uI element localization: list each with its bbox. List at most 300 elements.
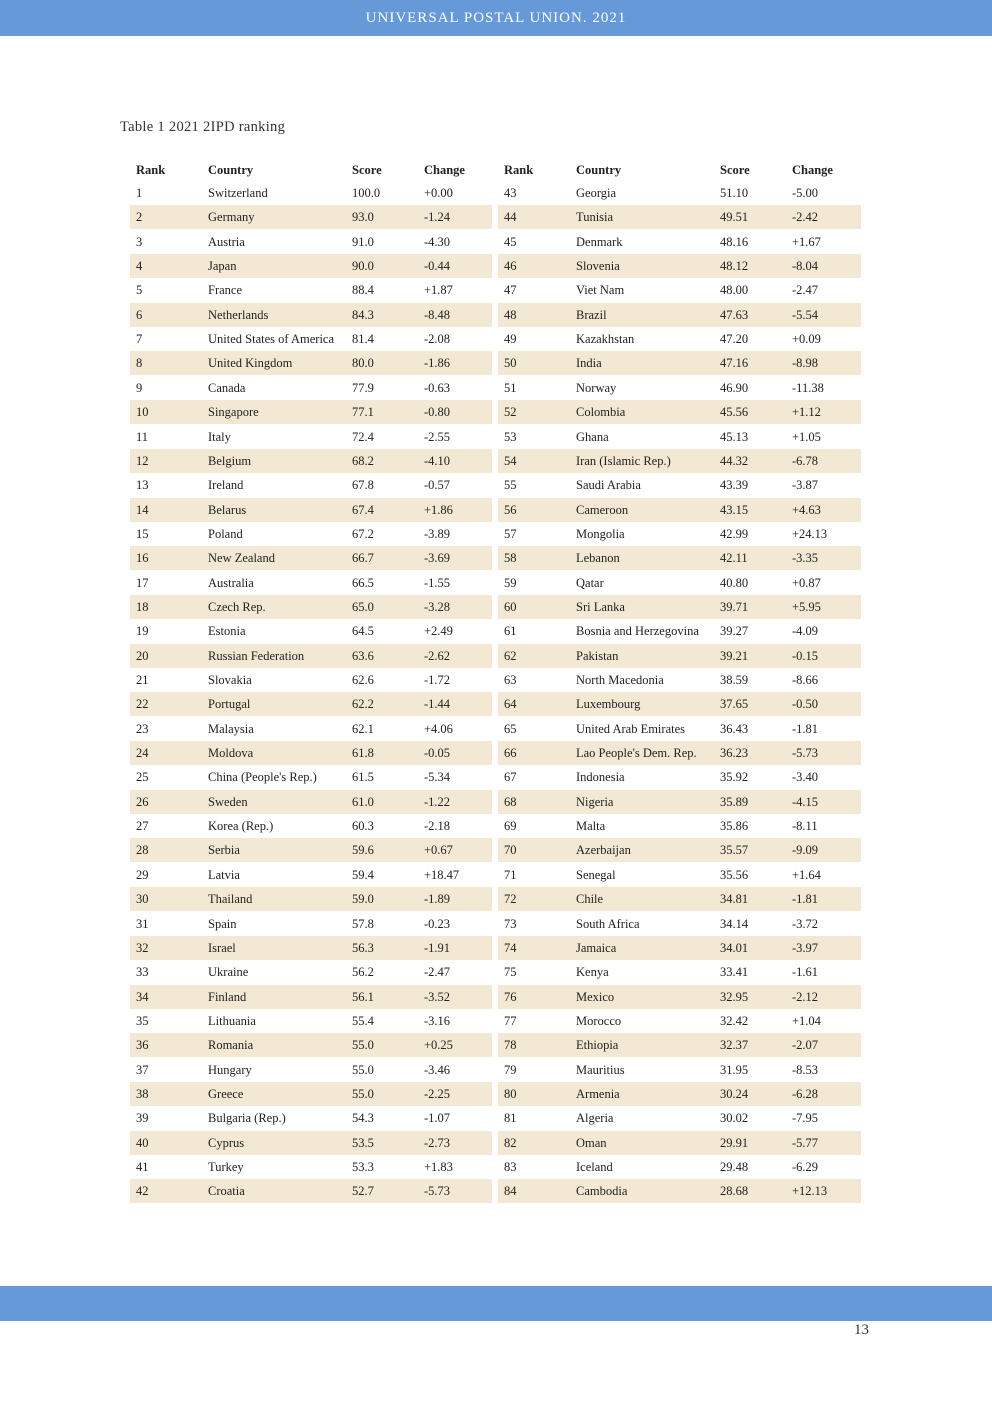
change-cell-left: -5.73 [424, 1184, 451, 1199]
score-cell-left: 61.0 [352, 794, 374, 809]
score-cell-left: 65.0 [352, 599, 374, 614]
rank-cell-right: 83 [504, 1160, 517, 1174]
rank-cell-left: 5 [136, 283, 143, 298]
rank-cell-left: 38 [136, 1086, 149, 1101]
score-cell-right: 47.20 [720, 332, 749, 347]
country-cell-left: Australia [208, 575, 254, 590]
score-cell-right: 43.15 [720, 502, 749, 517]
change-cell-right: +0.87 [792, 575, 821, 590]
country-cell-left: Netherlands [208, 307, 269, 322]
country-cell-left: Estonia [208, 624, 246, 639]
score-cell-left: 63.6 [352, 648, 374, 663]
col-header-change-left: Change [424, 163, 465, 177]
table-row [130, 230, 861, 254]
table-row [130, 376, 861, 400]
score-cell-right: 39.21 [720, 648, 749, 663]
rank-cell-left: 28 [136, 843, 149, 858]
score-cell-right: 32.95 [720, 989, 749, 1004]
country-cell-left: Russian Federation [208, 648, 305, 663]
score-cell-left: 57.8 [352, 916, 374, 931]
table-row [130, 1082, 861, 1106]
score-cell-right: 45.56 [720, 405, 749, 420]
rank-cell-left: 20 [136, 648, 149, 663]
country-cell-right: Tunisia [576, 210, 614, 225]
score-cell-right: 34.81 [720, 892, 749, 907]
rank-cell-left: 10 [136, 405, 149, 420]
score-cell-left: 67.4 [352, 502, 374, 517]
score-cell-right: 45.13 [720, 429, 749, 444]
score-cell-right: 36.23 [720, 746, 749, 761]
change-cell-left: -2.08 [424, 332, 451, 347]
country-cell-left: Malaysia [208, 721, 254, 736]
country-cell-right: Georgia [576, 186, 617, 200]
rank-cell-right: 60 [504, 599, 517, 614]
change-cell-left: -3.89 [424, 526, 451, 541]
score-cell-right: 35.56 [720, 867, 749, 882]
score-cell-right: 36.43 [720, 721, 749, 736]
country-cell-right: Qatar [576, 575, 604, 590]
score-cell-left: 55.4 [352, 1013, 374, 1028]
change-cell-left: +4.06 [424, 721, 453, 736]
change-cell-left: +0.00 [424, 186, 453, 200]
rank-cell-right: 54 [504, 453, 517, 468]
rank-cell-right: 52 [504, 405, 517, 420]
change-cell-left: -2.73 [424, 1135, 451, 1150]
country-cell-right: South Africa [576, 916, 640, 931]
change-cell-right: -8.04 [792, 259, 819, 274]
table-row [130, 473, 861, 497]
country-cell-right: Lao People's Dem. Rep. [576, 746, 697, 761]
table-row [130, 838, 861, 862]
table-row [130, 863, 861, 887]
change-cell-right: -2.47 [792, 283, 819, 298]
country-cell-left: Moldova [208, 746, 254, 761]
score-cell-right: 40.80 [720, 575, 749, 590]
score-cell-left: 64.5 [352, 624, 374, 639]
change-cell-left: +1.83 [424, 1160, 453, 1174]
rank-cell-right: 74 [504, 940, 517, 955]
score-cell-left: 66.5 [352, 575, 374, 590]
change-cell-right: +0.09 [792, 332, 821, 347]
rank-cell-right: 64 [504, 697, 517, 712]
change-cell-right: +1.12 [792, 405, 821, 420]
change-cell-right: -6.29 [792, 1160, 819, 1174]
rank-cell-left: 12 [136, 453, 149, 468]
rank-cell-right: 69 [504, 819, 517, 834]
change-cell-left: -0.05 [424, 746, 451, 761]
score-cell-left: 61.8 [352, 746, 374, 761]
rank-cell-right: 59 [504, 575, 517, 590]
col-header-rank-right: Rank [504, 163, 534, 177]
country-cell-left: Italy [208, 429, 231, 444]
change-cell-right: -8.98 [792, 356, 819, 371]
score-cell-left: 77.9 [352, 380, 374, 395]
table-row [130, 912, 861, 936]
change-cell-right: -6.28 [792, 1086, 819, 1101]
change-cell-right: -9.09 [792, 843, 819, 858]
score-cell-right: 35.86 [720, 819, 749, 834]
rank-cell-left: 34 [136, 989, 149, 1004]
rank-cell-right: 84 [504, 1184, 517, 1199]
page-number: 13 [854, 1322, 869, 1338]
score-cell-left: 54.3 [352, 1111, 374, 1126]
score-cell-left: 52.7 [352, 1184, 374, 1199]
rank-cell-left: 32 [136, 940, 149, 955]
score-cell-left: 66.7 [352, 551, 374, 566]
country-cell-right: Indonesia [576, 770, 625, 785]
rank-cell-left: 36 [136, 1038, 149, 1053]
change-cell-right: -5.77 [792, 1135, 819, 1150]
score-cell-left: 59.0 [352, 892, 374, 907]
country-cell-left: France [208, 283, 243, 298]
change-cell-left: +18.47 [424, 867, 460, 882]
country-cell-right: Algeria [576, 1111, 614, 1126]
rank-cell-left: 37 [136, 1062, 149, 1077]
score-cell-right: 47.16 [720, 356, 749, 371]
change-cell-left: -1.44 [424, 697, 451, 712]
country-cell-left: Canada [208, 380, 246, 395]
score-cell-right: 32.37 [720, 1038, 749, 1053]
score-cell-right: 34.14 [720, 916, 749, 931]
country-cell-left: Korea (Rep.) [208, 819, 274, 834]
score-cell-right: 39.27 [720, 624, 749, 639]
rank-cell-right: 46 [504, 259, 517, 274]
score-cell-left: 61.5 [352, 770, 374, 785]
table-row [130, 1131, 861, 1155]
table-row [130, 1009, 861, 1033]
rank-cell-left: 11 [136, 429, 149, 444]
rank-cell-right: 47 [504, 283, 517, 298]
table-row [130, 741, 861, 765]
change-cell-left: -4.30 [424, 234, 451, 249]
score-cell-left: 68.2 [352, 453, 374, 468]
score-cell-left: 55.0 [352, 1038, 374, 1053]
score-cell-right: 29.91 [720, 1135, 749, 1150]
country-cell-left: Sweden [208, 794, 248, 809]
rank-cell-right: 51 [504, 380, 517, 395]
change-cell-left: -1.07 [424, 1111, 451, 1126]
score-cell-left: 62.6 [352, 673, 374, 687]
score-cell-left: 56.1 [352, 989, 374, 1004]
score-cell-right: 51.10 [720, 186, 749, 200]
rank-cell-left: 25 [136, 770, 149, 785]
table-row [130, 717, 861, 741]
change-cell-right: -3.72 [792, 916, 819, 931]
country-cell-right: Denmark [576, 234, 623, 249]
rank-cell-left: 24 [136, 746, 149, 761]
table-row [130, 790, 861, 814]
score-cell-left: 62.2 [352, 697, 374, 712]
country-cell-left: Thailand [208, 892, 253, 907]
country-cell-right: Senegal [576, 867, 616, 882]
change-cell-left: -1.91 [424, 940, 451, 955]
change-cell-left: -5.34 [424, 770, 451, 785]
score-cell-right: 35.57 [720, 843, 749, 858]
country-cell-right: Nigeria [576, 794, 614, 809]
country-cell-left: Spain [208, 916, 237, 931]
country-cell-right: Armenia [576, 1086, 620, 1101]
change-cell-right: -0.50 [792, 697, 819, 712]
change-cell-left: -0.80 [424, 405, 451, 420]
table-row [130, 619, 861, 643]
rank-cell-right: 73 [504, 916, 517, 931]
score-cell-right: 49.51 [720, 210, 749, 225]
country-cell-left: Hungary [208, 1062, 252, 1077]
rank-cell-left: 2 [136, 210, 143, 225]
country-cell-right: Saudi Arabia [576, 478, 641, 493]
rank-cell-left: 8 [136, 356, 143, 371]
rank-cell-right: 82 [504, 1135, 517, 1150]
rank-cell-left: 27 [136, 819, 149, 834]
rank-cell-left: 22 [136, 697, 149, 712]
score-cell-left: 80.0 [352, 356, 374, 371]
country-cell-right: Iceland [576, 1160, 613, 1174]
rank-cell-right: 43 [504, 186, 517, 200]
rank-cell-right: 76 [504, 989, 517, 1004]
header-title: UNIVERSAL POSTAL UNION. 2021 [365, 10, 627, 26]
score-cell-right: 43.39 [720, 478, 749, 493]
country-cell-left: Finland [208, 989, 247, 1004]
change-cell-right: -8.53 [792, 1062, 819, 1077]
score-cell-left: 53.3 [352, 1160, 374, 1174]
change-cell-right: +4.63 [792, 502, 821, 517]
rank-cell-left: 42 [136, 1184, 149, 1199]
country-cell-left: Croatia [208, 1184, 245, 1199]
rank-cell-right: 45 [504, 234, 517, 249]
change-cell-right: -1.81 [792, 721, 819, 736]
rank-cell-right: 49 [504, 332, 517, 347]
change-cell-right: -1.61 [792, 965, 819, 980]
country-cell-left: Germany [208, 210, 255, 225]
country-cell-right: Lebanon [576, 551, 620, 566]
table-row [130, 985, 861, 1009]
country-cell-left: Bulgaria (Rep.) [208, 1111, 286, 1126]
table-row [130, 814, 861, 838]
change-cell-left: -3.28 [424, 599, 451, 614]
score-cell-right: 30.24 [720, 1086, 749, 1101]
change-cell-right: -2.42 [792, 210, 819, 225]
change-cell-right: +1.64 [792, 867, 821, 882]
change-cell-right: -8.11 [792, 819, 818, 834]
score-cell-left: 100.0 [352, 186, 381, 200]
change-cell-right: +12.13 [792, 1184, 828, 1199]
country-cell-right: Colombia [576, 405, 626, 420]
rank-cell-left: 29 [136, 867, 149, 882]
change-cell-left: -1.89 [424, 892, 451, 907]
score-cell-right: 46.90 [720, 380, 749, 395]
rank-cell-right: 55 [504, 478, 517, 493]
score-cell-right: 33.41 [720, 965, 749, 980]
country-cell-right: Mauritius [576, 1062, 625, 1077]
change-cell-left: -0.63 [424, 380, 451, 395]
country-cell-right: Mexico [576, 989, 615, 1004]
rank-cell-right: 48 [504, 307, 517, 322]
rank-cell-left: 16 [136, 551, 149, 566]
rank-cell-right: 65 [504, 721, 517, 736]
table-row [130, 765, 861, 789]
country-cell-right: Luxembourg [576, 697, 641, 712]
country-cell-left: Slovakia [208, 673, 252, 687]
country-cell-right: Slovenia [576, 259, 620, 274]
rank-cell-left: 39 [136, 1111, 149, 1126]
rank-cell-left: 41 [136, 1160, 149, 1174]
country-cell-left: New Zealand [208, 551, 275, 566]
change-cell-left: +0.25 [424, 1038, 453, 1053]
rank-cell-left: 15 [136, 526, 149, 541]
change-cell-right: -2.07 [792, 1038, 819, 1053]
rank-cell-right: 81 [504, 1111, 517, 1126]
change-cell-left: +0.67 [424, 843, 453, 858]
rank-cell-right: 66 [504, 746, 517, 761]
change-cell-left: -3.46 [424, 1062, 451, 1077]
country-cell-right: Oman [576, 1135, 607, 1150]
country-cell-right: Mongolia [576, 526, 625, 541]
country-cell-right: Cameroon [576, 502, 629, 517]
table-row [130, 351, 861, 375]
score-cell-left: 93.0 [352, 210, 374, 225]
change-cell-left: -1.55 [424, 575, 451, 590]
country-cell-left: Switzerland [208, 186, 268, 200]
score-cell-left: 55.0 [352, 1086, 374, 1101]
score-cell-right: 39.71 [720, 599, 749, 614]
score-cell-left: 90.0 [352, 259, 374, 274]
country-cell-left: Portugal [208, 697, 251, 712]
rank-cell-right: 58 [504, 551, 517, 566]
col-header-country-right: Country [576, 163, 622, 177]
score-cell-right: 48.16 [720, 234, 749, 249]
country-cell-right: Kenya [576, 965, 609, 980]
change-cell-right: -0.15 [792, 648, 819, 663]
change-cell-left: +1.87 [424, 283, 453, 298]
country-cell-right: Jamaica [576, 940, 617, 955]
change-cell-left: -1.22 [424, 794, 451, 809]
score-cell-right: 34.01 [720, 940, 749, 955]
country-cell-left: United Kingdom [208, 356, 293, 371]
country-cell-left: China (People's Rep.) [208, 770, 317, 785]
score-cell-left: 67.8 [352, 478, 374, 493]
rank-cell-right: 67 [504, 770, 517, 785]
change-cell-left: +2.49 [424, 624, 453, 639]
change-cell-right: -3.97 [792, 940, 819, 955]
change-cell-left: +1.86 [424, 502, 453, 517]
table-row [130, 1106, 861, 1130]
rank-cell-right: 75 [504, 965, 517, 980]
change-cell-left: -1.24 [424, 210, 451, 225]
country-cell-left: Latvia [208, 867, 240, 882]
score-cell-right: 42.99 [720, 526, 749, 541]
country-cell-right: Brazil [576, 307, 607, 322]
rank-cell-right: 56 [504, 502, 517, 517]
country-cell-right: Kazakhstan [576, 332, 635, 347]
table-row [130, 1155, 861, 1179]
rank-cell-right: 44 [504, 210, 517, 225]
rank-cell-left: 4 [136, 259, 143, 274]
change-cell-right: -4.15 [792, 794, 819, 809]
change-cell-right: +1.05 [792, 429, 821, 444]
country-cell-left: Ireland [208, 478, 244, 493]
change-cell-left: -0.57 [424, 478, 451, 493]
change-cell-right: -3.87 [792, 478, 819, 493]
score-cell-right: 48.12 [720, 259, 749, 274]
change-cell-right: -3.35 [792, 551, 819, 566]
table-row [130, 278, 861, 302]
table-row [130, 425, 861, 449]
score-cell-right: 37.65 [720, 697, 749, 712]
country-cell-left: Ukraine [208, 965, 249, 980]
score-cell-right: 31.95 [720, 1062, 749, 1077]
table-row [130, 1179, 861, 1203]
change-cell-right: -3.40 [792, 770, 819, 785]
country-cell-right: Ghana [576, 429, 609, 444]
score-cell-right: 35.89 [720, 794, 749, 809]
rank-cell-right: 71 [504, 867, 517, 882]
change-cell-right: -4.09 [792, 624, 819, 639]
rank-cell-right: 50 [504, 356, 517, 371]
country-cell-right: Chile [576, 892, 604, 907]
col-header-score-right: Score [720, 163, 750, 177]
score-cell-right: 38.59 [720, 673, 749, 687]
country-cell-right: Malta [576, 819, 606, 834]
score-cell-left: 88.4 [352, 283, 374, 298]
score-cell-left: 81.4 [352, 332, 374, 347]
score-cell-left: 77.1 [352, 405, 374, 420]
country-cell-right: Sri Lanka [576, 599, 625, 614]
change-cell-right: -11.38 [792, 380, 824, 395]
table-row [130, 887, 861, 911]
page-header-band [0, 0, 992, 36]
table-row [130, 571, 861, 595]
score-cell-left: 62.1 [352, 721, 374, 736]
table-row [130, 936, 861, 960]
rank-cell-right: 68 [504, 794, 517, 809]
country-cell-left: Poland [208, 526, 243, 541]
change-cell-right: +24.13 [792, 526, 828, 541]
table-row [130, 668, 861, 692]
rank-cell-left: 3 [136, 234, 143, 249]
table-row [130, 1058, 861, 1082]
rank-cell-left: 1 [136, 186, 143, 200]
rank-cell-left: 6 [136, 307, 143, 322]
rank-cell-left: 14 [136, 502, 149, 517]
change-cell-right: -2.12 [792, 989, 819, 1004]
table-row [130, 303, 861, 327]
rank-cell-left: 21 [136, 673, 149, 687]
rank-cell-left: 26 [136, 794, 149, 809]
change-cell-right: -5.54 [792, 307, 819, 322]
country-cell-left: Belgium [208, 453, 252, 468]
rank-cell-left: 23 [136, 721, 149, 736]
rank-cell-left: 18 [136, 599, 149, 614]
table-row [130, 400, 861, 424]
table-row [130, 449, 861, 473]
change-cell-right: -5.73 [792, 746, 819, 761]
country-cell-right: Cambodia [576, 1184, 628, 1199]
rank-cell-right: 62 [504, 648, 517, 663]
country-cell-left: United States of America [208, 332, 335, 347]
score-cell-right: 29.48 [720, 1160, 749, 1174]
change-cell-left: -0.23 [424, 916, 451, 931]
score-cell-left: 91.0 [352, 234, 374, 249]
country-cell-right: North Macedonia [576, 673, 664, 687]
rank-cell-right: 79 [504, 1062, 517, 1077]
change-cell-left: -2.18 [424, 819, 451, 834]
country-cell-left: Belarus [208, 502, 247, 517]
rank-cell-left: 40 [136, 1135, 149, 1150]
rank-cell-right: 78 [504, 1038, 517, 1053]
score-cell-left: 72.4 [352, 429, 374, 444]
change-cell-right: -1.81 [792, 892, 819, 907]
change-cell-left: -4.10 [424, 453, 451, 468]
